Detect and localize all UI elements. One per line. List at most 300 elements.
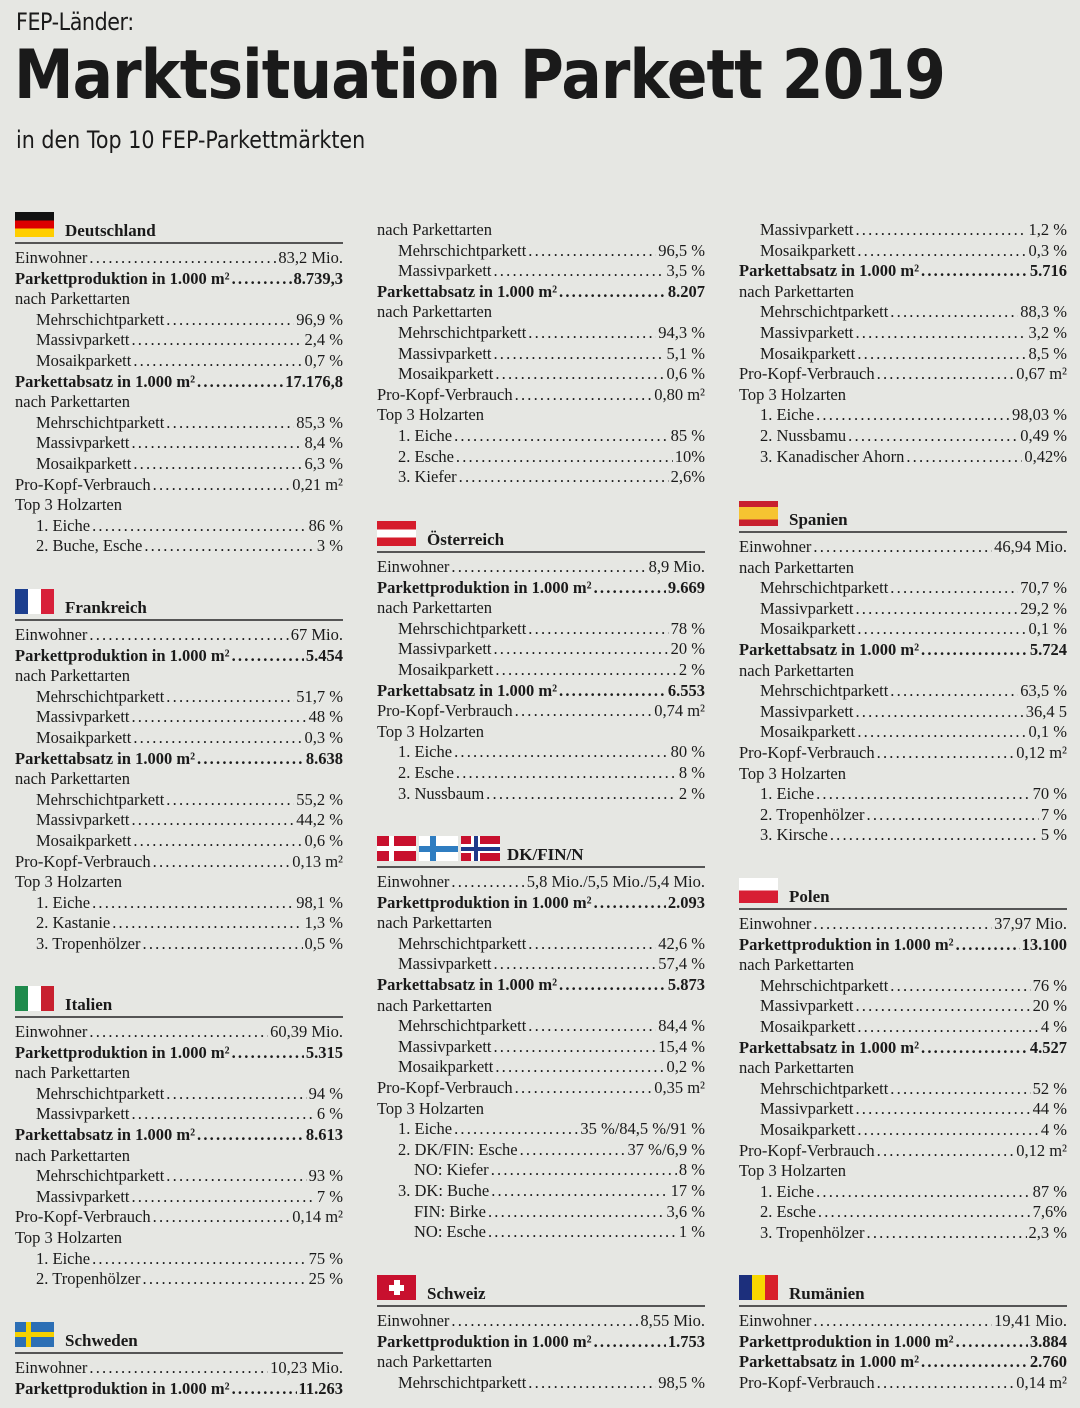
data-row (377, 1181, 705, 1202)
data-row (377, 282, 705, 303)
dot-leader (131, 810, 294, 831)
row-label: Massivparkett (398, 261, 492, 281)
country-block-schweiz (377, 1273, 705, 1393)
row-label: Pro-Kopf-Verbrauch (15, 851, 151, 871)
row-value: 48 % (308, 707, 343, 727)
dot-leader (890, 976, 1030, 997)
row-value: 2,3 % (1028, 1222, 1067, 1242)
row-label: Mosaikparkett (36, 727, 132, 747)
row-label: Einwohner (15, 1358, 88, 1377)
data-row (377, 742, 705, 763)
section-label (377, 405, 705, 426)
dot-leader (493, 639, 668, 660)
row-label: Einwohner (739, 1311, 812, 1330)
section-label (15, 666, 343, 687)
dot-leader (166, 687, 294, 708)
row-value: 3,2 % (1028, 322, 1067, 342)
row-value: 98,1 % (296, 892, 343, 912)
row-label: Pro-Kopf-Verbrauch (15, 474, 151, 494)
row-value: 7 % (1040, 804, 1067, 824)
data-row (15, 934, 343, 955)
row-label: 2. Esche (398, 446, 454, 466)
row-value: 2,4 % (304, 330, 343, 350)
row-label: Mehrschichtparkett (36, 1083, 165, 1103)
row-label: Parkettproduktion in 1.000 m² (15, 645, 230, 665)
dot-leader (813, 914, 992, 935)
row-value: 46,94 Mio. (994, 537, 1067, 556)
row-value: 57,4 % (658, 954, 705, 974)
row-value: 94,3 % (658, 322, 705, 342)
row-label: nach Parkettarten (15, 289, 130, 309)
row-value: 8.638 (305, 748, 343, 768)
data-row (15, 330, 343, 351)
row-label: Top 3 Holzarten (15, 1227, 122, 1247)
row-label: nach Parkettarten (377, 995, 492, 1015)
data-row (15, 687, 343, 708)
data-row (739, 426, 1067, 447)
data-row (739, 619, 1067, 640)
data-row (15, 646, 343, 667)
row-value: 98,03 % (1012, 405, 1067, 425)
data-row (377, 784, 705, 805)
row-label: nach Parkettarten (15, 666, 130, 686)
row-label: 1. Eiche (398, 425, 453, 445)
data-row (377, 1373, 705, 1394)
row-label: 3. Kanadischer Ahorn (760, 446, 905, 466)
dot-leader (493, 344, 664, 365)
dot-leader (488, 1202, 665, 1223)
dot-leader (232, 269, 292, 290)
row-value: 0,6 % (304, 830, 343, 850)
data-row (739, 825, 1067, 846)
row-label: Massivparkett (760, 220, 854, 239)
country-header (377, 834, 705, 868)
row-value: 8,4 % (304, 433, 343, 453)
row-label: Top 3 Holzarten (739, 763, 846, 783)
data-row (15, 454, 343, 475)
row-label: Pro-Kopf-Verbrauch (377, 1077, 513, 1097)
dot-leader (197, 749, 304, 770)
dot-leader (921, 640, 1028, 661)
row-label: Parkettproduktion in 1.000 m² (377, 577, 592, 597)
data-row (377, 1222, 705, 1243)
row-value: 8 % (678, 1160, 705, 1180)
data-row (739, 1017, 1067, 1038)
data-row (739, 599, 1067, 620)
row-value: 51,7 % (296, 686, 343, 706)
row-label: 2. DK/FIN: Esche (398, 1139, 518, 1159)
section-label (377, 996, 705, 1017)
row-value: 7,6% (1032, 1202, 1067, 1222)
data-row (15, 749, 343, 770)
row-label: 1. Eiche (760, 405, 815, 425)
data-row (739, 784, 1067, 805)
row-value: 5,8 Mio./5,5 Mio./5,4 Mio. (526, 872, 705, 891)
row-label: Parkettabsatz in 1.000 m² (15, 1124, 196, 1144)
row-label: 1. Eiche (760, 784, 815, 804)
row-value: 70 % (1032, 784, 1067, 804)
row-label: Pro-Kopf-Verbrauch (739, 1372, 875, 1392)
data-row (377, 1057, 705, 1078)
row-value: 63,5 % (1020, 681, 1067, 701)
dot-leader (495, 660, 677, 681)
row-label: Massivparkett (36, 433, 130, 453)
dot-leader (855, 702, 1023, 723)
row-value: 2 % (678, 659, 705, 679)
kicker: FEP-Länder: (16, 8, 134, 36)
italy-flag-icon (15, 986, 54, 1011)
row-label: nach Parkettarten (15, 1145, 130, 1165)
denmark-flag-icon (377, 836, 416, 861)
row-value: 93 % (308, 1166, 343, 1186)
dot-leader (857, 344, 1026, 365)
row-value: 1 % (678, 1222, 705, 1242)
dot-leader (454, 1119, 578, 1140)
data-row (377, 1202, 705, 1223)
country-header (15, 587, 343, 621)
row-label: nach Parkettarten (739, 1058, 854, 1078)
row-value: 20 % (1032, 996, 1067, 1016)
country-block-frankreich (15, 587, 343, 955)
dot-leader (493, 1037, 656, 1058)
dot-leader (528, 619, 668, 640)
data-row (739, 364, 1067, 385)
row-label: nach Parkettarten (15, 1063, 130, 1083)
dot-leader (559, 681, 666, 702)
row-value: 1,3 % (304, 913, 343, 933)
row-value: 75 % (308, 1248, 343, 1268)
row-value: 94 % (308, 1083, 343, 1103)
row-label: Mehrschichtparkett (36, 789, 165, 809)
row-label: Massivparkett (398, 639, 492, 659)
data-row (377, 447, 705, 468)
dot-leader (131, 1104, 314, 1125)
country-header (377, 519, 705, 553)
data-row (739, 220, 1067, 241)
row-value: 3 % (316, 536, 343, 556)
data-row (377, 660, 705, 681)
data-row (15, 413, 343, 434)
row-value: 0,2 % (666, 1057, 705, 1077)
row-label: Massivparkett (760, 1099, 854, 1119)
row-label: Einwohner (739, 537, 812, 556)
data-row (377, 578, 705, 599)
row-value: 88,3 % (1020, 302, 1067, 322)
row-label: Pro-Kopf-Verbrauch (377, 701, 513, 721)
dot-leader (454, 426, 669, 447)
dot-leader (890, 578, 1018, 599)
country-block-polen (739, 876, 1067, 1244)
row-label: Massivparkett (398, 1036, 492, 1056)
row-value: 37,97 Mio. (994, 914, 1067, 933)
data-row (15, 1269, 343, 1290)
row-label: Mehrschichtparkett (398, 618, 527, 638)
row-label: Mosaikparkett (398, 659, 494, 679)
data-row (739, 1120, 1067, 1141)
data-row (15, 1207, 343, 1228)
row-value: 8.739,3 (293, 268, 343, 288)
data-row (15, 1187, 343, 1208)
dot-leader (877, 364, 1015, 385)
dot-leader (528, 1016, 656, 1037)
data-row (377, 1160, 705, 1181)
row-label: Massivparkett (36, 1186, 130, 1206)
dot-leader (131, 1187, 314, 1208)
data-row (15, 248, 343, 269)
row-label: Massivparkett (760, 701, 854, 721)
row-label: 3. Kiefer (398, 467, 457, 487)
dot-leader (818, 1202, 1031, 1223)
nordic-flags (377, 836, 500, 861)
row-value: 8 % (678, 762, 705, 782)
row-label: Einwohner (377, 557, 450, 576)
row-value: 42,6 % (658, 933, 705, 953)
row-label: nach Parkettarten (739, 557, 854, 577)
row-label: Parkettproduktion in 1.000 m² (377, 892, 592, 912)
data-row (739, 323, 1067, 344)
row-value: 87 % (1032, 1181, 1067, 1201)
dot-leader (855, 323, 1026, 344)
row-label: nach Parkettarten (15, 769, 130, 789)
country-name: Schweiz (427, 1284, 486, 1303)
section-label (739, 385, 1067, 406)
data-row (739, 1099, 1067, 1120)
row-label: 2. Esche (760, 1202, 816, 1222)
row-value: 8.613 (305, 1124, 343, 1144)
row-label: Parkettproduktion in 1.000 m² (739, 934, 954, 954)
data-row (15, 790, 343, 811)
row-label: Mosaikparkett (760, 240, 856, 260)
row-label: Mehrschichtparkett (398, 933, 527, 953)
data-row (15, 269, 343, 290)
dot-leader (451, 1311, 638, 1332)
row-label: Top 3 Holzarten (377, 721, 484, 741)
dot-leader (877, 1141, 1015, 1162)
row-label: Einwohner (377, 872, 450, 891)
row-label: Pro-Kopf-Verbrauch (739, 742, 875, 762)
data-row (377, 1078, 705, 1099)
page-title: Marktsituation Parkett 2019 (14, 36, 945, 115)
dot-leader (528, 241, 656, 262)
dot-leader (890, 302, 1018, 323)
section-label (739, 661, 1067, 682)
poland-flag-icon (739, 878, 778, 903)
row-label: 3. Tropenhölzer (760, 1222, 865, 1242)
dot-leader (456, 447, 673, 468)
data-row (377, 639, 705, 660)
dot-leader (877, 1373, 1015, 1394)
dot-leader (867, 1223, 1027, 1244)
data-row (739, 447, 1067, 468)
row-label: 2. Tropenhölzer (760, 804, 865, 824)
row-label: Mehrschichtparkett (398, 1372, 527, 1392)
row-value: 3,6 % (666, 1201, 705, 1221)
row-label: Mosaikparkett (760, 619, 856, 639)
sweden-flag-icon (15, 1322, 54, 1347)
data-row (15, 372, 343, 393)
row-label: Parkettproduktion in 1.000 m² (15, 1378, 230, 1398)
country-block-schweden-continued (377, 220, 705, 488)
row-value: 98,5 % (658, 1372, 705, 1392)
dot-leader (144, 536, 315, 557)
dot-leader (813, 537, 992, 558)
row-label: Parkettproduktion in 1.000 m² (15, 1042, 230, 1062)
row-value: 0,42% (1024, 446, 1067, 466)
country-block-oesterreich (377, 519, 705, 804)
row-label: Massivparkett (36, 1104, 130, 1124)
row-value: 85 % (670, 425, 705, 445)
dot-leader (89, 1358, 268, 1379)
data-row (15, 831, 343, 852)
dot-leader (454, 742, 669, 763)
dot-leader (906, 447, 1022, 468)
row-label: Mehrschichtparkett (760, 681, 889, 701)
dot-leader (493, 954, 656, 975)
row-value: 19,41 Mio. (994, 1311, 1067, 1330)
row-value: 2.093 (667, 892, 705, 912)
row-label: 1. Eiche (398, 742, 453, 762)
dot-leader (816, 1182, 1031, 1203)
section-label (739, 282, 1067, 303)
row-label: Pro-Kopf-Verbrauch (739, 1140, 875, 1160)
row-value: 6.553 (667, 680, 705, 700)
dot-leader (451, 872, 524, 893)
austria-flag-icon (377, 521, 416, 546)
data-row (377, 681, 705, 702)
country-name: Polen (789, 887, 830, 906)
row-label: 1. Eiche (36, 515, 91, 535)
dot-leader (166, 1166, 306, 1187)
row-value: 86 % (308, 515, 343, 535)
section-label (739, 764, 1067, 785)
dot-leader (855, 220, 1026, 241)
section-label (15, 1063, 343, 1084)
country-name: DK/FIN/N (507, 845, 584, 864)
data-row (739, 1373, 1067, 1394)
dot-leader (166, 1084, 306, 1105)
row-value: 55,2 % (296, 789, 343, 809)
data-row (739, 261, 1067, 282)
data-row (15, 1084, 343, 1105)
data-row (377, 1332, 705, 1353)
row-value: 2,6% (670, 467, 705, 487)
dot-leader (495, 364, 664, 385)
data-row (377, 954, 705, 975)
data-row (15, 707, 343, 728)
row-label: nach Parkettarten (15, 392, 130, 412)
data-row (739, 640, 1067, 661)
section-label (15, 495, 343, 516)
country-header (15, 210, 343, 244)
section-label (377, 1099, 705, 1120)
country-header (739, 876, 1067, 910)
data-row (377, 557, 705, 578)
data-row (739, 578, 1067, 599)
row-label: NO: Esche (414, 1222, 486, 1242)
data-row (377, 1311, 705, 1332)
row-label: nach Parkettarten (377, 220, 492, 239)
dot-leader (559, 282, 666, 303)
dot-leader (520, 1140, 626, 1161)
row-label: 3. Kirsche (760, 825, 828, 845)
dot-leader (133, 454, 302, 475)
row-value: 15,4 % (658, 1036, 705, 1056)
data-row (377, 1037, 705, 1058)
row-value: 5.315 (305, 1042, 343, 1062)
spain-flag-icon (739, 501, 778, 526)
dot-leader (816, 784, 1031, 805)
country-block-italien (15, 984, 343, 1290)
row-value: 11.263 (298, 1378, 343, 1398)
data-row (377, 619, 705, 640)
dot-leader (133, 351, 302, 372)
dot-leader (153, 852, 291, 873)
country-header (377, 1273, 705, 1307)
dot-leader (857, 619, 1026, 640)
section-label (15, 1146, 343, 1167)
row-value: 2.760 (1029, 1352, 1067, 1372)
row-label: Massivparkett (36, 810, 130, 830)
country-name: Deutschland (65, 221, 156, 240)
row-label: Mosaikparkett (760, 1016, 856, 1036)
row-value: 0,35 m² (654, 1077, 705, 1097)
row-value: 6 % (316, 1104, 343, 1124)
data-row (15, 852, 343, 873)
row-label: nach Parkettarten (377, 913, 492, 933)
row-label: 2. Nussbamu (760, 425, 847, 445)
row-value: 5.454 (305, 645, 343, 665)
data-row (377, 893, 705, 914)
data-row (377, 344, 705, 365)
country-block-deutschland (15, 210, 343, 557)
data-row (15, 1125, 343, 1146)
data-row (377, 1119, 705, 1140)
row-value: 6,3 % (304, 453, 343, 473)
dot-leader (131, 707, 306, 728)
dot-leader (197, 372, 283, 393)
row-value: 2 % (678, 783, 705, 803)
row-value: 0,14 m² (1016, 1372, 1067, 1392)
germany-flag-icon (15, 212, 54, 237)
data-row (739, 1079, 1067, 1100)
dot-leader (515, 385, 653, 406)
row-value: 76 % (1032, 975, 1067, 995)
data-row (739, 344, 1067, 365)
data-row (739, 1141, 1067, 1162)
dot-leader (92, 1249, 307, 1270)
row-value: 80 % (670, 742, 705, 762)
country-name: Italien (65, 995, 113, 1014)
section-label (377, 302, 705, 323)
data-row (377, 763, 705, 784)
data-row (377, 467, 705, 488)
row-label: Mehrschichtparkett (760, 302, 889, 322)
country-header (15, 1320, 343, 1354)
row-value: 10% (674, 446, 705, 466)
dot-leader (594, 578, 666, 599)
country-header (739, 1273, 1067, 1307)
row-value: 1,2 % (1028, 220, 1067, 239)
row-label: Mosaikparkett (398, 364, 494, 384)
data-row (739, 1202, 1067, 1223)
data-row (15, 1022, 343, 1043)
dot-leader (89, 625, 288, 646)
row-label: Mosaikparkett (398, 1057, 494, 1077)
row-label: nach Parkettarten (377, 302, 492, 322)
row-value: 10,23 Mio. (270, 1358, 343, 1377)
row-label: 1. Eiche (36, 892, 91, 912)
data-row (739, 1311, 1067, 1332)
